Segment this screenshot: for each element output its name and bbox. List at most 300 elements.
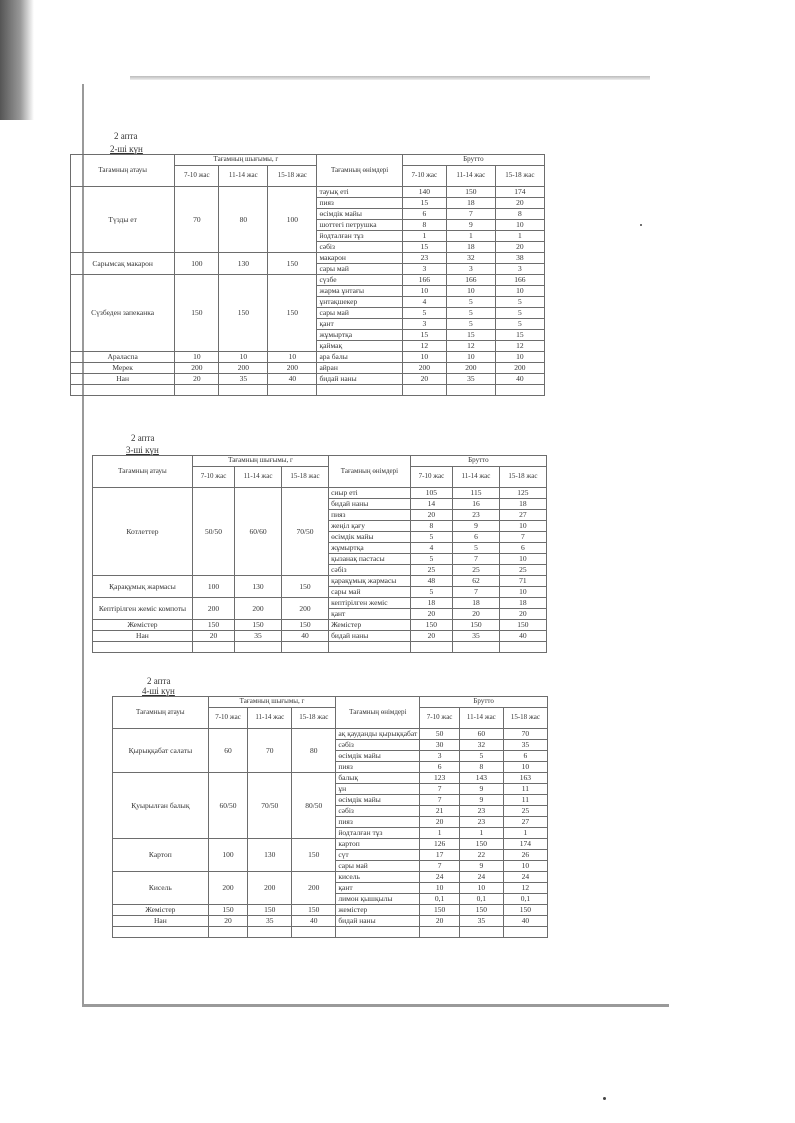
brutto-value: 21 — [420, 806, 460, 817]
brutto-value: 150 — [420, 905, 460, 916]
ingredient-name: Жемістер — [329, 620, 411, 631]
ingredient-name: ұн — [336, 784, 420, 795]
brutto-value: 27 — [503, 817, 547, 828]
portion-value: 70 — [175, 187, 219, 253]
brutto-value: 14 — [410, 499, 452, 510]
week-label: 2 апта — [131, 433, 155, 443]
brutto-value: 25 — [503, 806, 547, 817]
portion-value: 35 — [219, 374, 268, 385]
portion-value: 130 — [219, 253, 268, 275]
brutto-value: 5 — [446, 297, 495, 308]
brutto-value: 174 — [495, 187, 544, 198]
brutto-value: 50 — [420, 729, 460, 740]
brutto-value: 15 — [495, 330, 544, 341]
empty-cell — [446, 385, 495, 396]
ingredient-name: сары май — [317, 308, 402, 319]
brutto-value: 125 — [499, 488, 546, 499]
brutto-value: 32 — [459, 740, 503, 751]
portion-value: 150 — [208, 905, 248, 916]
brutto-value: 166 — [495, 275, 544, 286]
ingredient-name: өсімдік майы — [336, 795, 420, 806]
portion-value: 80 — [292, 729, 336, 773]
brutto-value: 32 — [446, 253, 495, 264]
dish-name: Жемістер — [93, 620, 193, 631]
empty-row — [93, 642, 547, 653]
portion-value: 10 — [175, 352, 219, 363]
brutto-value: 27 — [499, 510, 546, 521]
brutto-value: 23 — [453, 510, 500, 521]
brutto-value: 3 — [402, 264, 446, 275]
dish-name: Қырыққабат салаты — [113, 729, 209, 773]
brutto-value: 20 — [402, 374, 446, 385]
portion-value: 10 — [219, 352, 268, 363]
scan-shadow — [0, 0, 34, 120]
ingredient-name: жемістер — [336, 905, 420, 916]
dish-name: Қуырылған балық — [113, 773, 209, 839]
ingredient-name: сары май — [336, 861, 420, 872]
brutto-value: 38 — [495, 253, 544, 264]
brutto-value: 9 — [459, 795, 503, 806]
header-ingredients: Тағамның өнімдері — [329, 456, 411, 488]
table-row — [113, 839, 548, 850]
dish-name: Сүзбеден запеканка — [71, 275, 175, 352]
week-label: 2 апта — [147, 676, 171, 686]
ingredient-name: қант — [317, 319, 402, 330]
brutto-value: 18 — [499, 598, 546, 609]
empty-cell — [219, 385, 268, 396]
portion-value: 60/60 — [235, 488, 282, 576]
ingredient-name: бидай наны — [317, 374, 402, 385]
empty-cell — [420, 927, 460, 938]
brutto-value: 20 — [499, 609, 546, 620]
portion-value: 150 — [219, 275, 268, 352]
brutto-value: 6 — [503, 751, 547, 762]
ingredient-name: сары май — [329, 587, 411, 598]
dish-name: Араласпа — [71, 352, 175, 363]
brutto-value: 20 — [410, 510, 452, 521]
day-label: 4-ші күн — [142, 686, 175, 696]
ingredient-name: картоп — [336, 839, 420, 850]
ingredient-name: жұмыртқа — [329, 543, 411, 554]
ingredient-name: пияз — [336, 762, 420, 773]
table-row — [113, 773, 548, 784]
header-row — [71, 155, 545, 166]
empty-cell — [495, 385, 544, 396]
ingredient-name: өсімдік майы — [336, 751, 420, 762]
brutto-value: 5 — [495, 297, 544, 308]
brutto-value: 5 — [410, 532, 452, 543]
menu-table-day-3 — [92, 455, 547, 653]
brutto-value: 10 — [402, 352, 446, 363]
brutto-value: 1 — [503, 828, 547, 839]
brutto-value: 20 — [495, 242, 544, 253]
portion-value: 200 — [192, 598, 234, 620]
portion-value: 200 — [175, 363, 219, 374]
brutto-value: 8 — [402, 220, 446, 231]
brutto-value: 7 — [420, 795, 460, 806]
ingredient-name: пияз — [329, 510, 411, 521]
brutto-value: 48 — [410, 576, 452, 587]
ingredient-name: кептірілген жеміс — [329, 598, 411, 609]
brutto-value: 6 — [499, 543, 546, 554]
empty-cell — [248, 927, 292, 938]
empty-cell — [402, 385, 446, 396]
empty-cell — [93, 642, 193, 653]
brutto-value: 1 — [459, 828, 503, 839]
header-age: 7-10 жас — [410, 467, 452, 488]
portion-value: 60/50 — [208, 773, 248, 839]
header-portion: Тағамның шығымы, г — [208, 697, 336, 708]
ingredient-name: ұнтақшекер — [317, 297, 402, 308]
brutto-value: 5 — [453, 543, 500, 554]
header-dish: Тағамның атауы — [71, 155, 175, 187]
brutto-value: 7 — [420, 861, 460, 872]
empty-cell — [175, 385, 219, 396]
portion-value: 40 — [281, 631, 328, 642]
portion-value: 40 — [292, 916, 336, 927]
dish-name: Котлеттер — [93, 488, 193, 576]
brutto-value: 10 — [459, 883, 503, 894]
header-age: 11-14 жас — [459, 708, 503, 729]
brutto-value: 5 — [446, 308, 495, 319]
header-dish: Тағамның атауы — [113, 697, 209, 729]
portion-value: 150 — [235, 620, 282, 631]
brutto-value: 8 — [410, 521, 452, 532]
day-label: 2-ші күн — [110, 144, 143, 154]
header-age: 15-18 жас — [281, 467, 328, 488]
brutto-value: 23 — [459, 806, 503, 817]
brutto-value: 25 — [499, 565, 546, 576]
table-row — [113, 729, 548, 740]
brutto-value: 22 — [459, 850, 503, 861]
ingredient-name: ақ қауданды қырыққабат — [336, 729, 420, 740]
table-row — [113, 905, 548, 916]
brutto-value: 12 — [446, 341, 495, 352]
brutto-value: 30 — [420, 740, 460, 751]
brutto-value: 5 — [446, 319, 495, 330]
brutto-value: 3 — [420, 751, 460, 762]
ingredient-name: пияз — [317, 198, 402, 209]
portion-value: 200 — [281, 598, 328, 620]
ingredient-name: лимон қышқылы — [336, 894, 420, 905]
brutto-value: 163 — [503, 773, 547, 784]
ingredient-name: қарақұмық жармасы — [329, 576, 411, 587]
brutto-value: 10 — [495, 220, 544, 231]
brutto-value: 10 — [499, 521, 546, 532]
brutto-value: 25 — [453, 565, 500, 576]
brutto-value: 15 — [402, 198, 446, 209]
header-age: 15-18 жас — [499, 467, 546, 488]
brutto-value: 174 — [503, 839, 547, 850]
brutto-value: 0,1 — [459, 894, 503, 905]
brutto-value: 23 — [459, 817, 503, 828]
brutto-value: 140 — [402, 187, 446, 198]
dish-name: Кисель — [113, 872, 209, 905]
brutto-value: 20 — [495, 198, 544, 209]
brutto-value: 10 — [446, 286, 495, 297]
dish-name: Нан — [71, 374, 175, 385]
brutto-value: 200 — [495, 363, 544, 374]
brutto-value: 18 — [453, 598, 500, 609]
empty-cell — [459, 927, 503, 938]
portion-value: 80 — [219, 187, 268, 253]
brutto-value: 5 — [410, 554, 452, 565]
header-age: 15-18 жас — [292, 708, 336, 729]
brutto-value: 10 — [499, 554, 546, 565]
table-row — [71, 363, 545, 374]
brutto-value: 4 — [402, 297, 446, 308]
ingredient-name: өсімдік майы — [329, 532, 411, 543]
portion-value: 150 — [248, 905, 292, 916]
header-age: 15-18 жас — [495, 166, 544, 187]
brutto-value: 15 — [446, 330, 495, 341]
ingredient-name: тауық еті — [317, 187, 402, 198]
portion-value: 100 — [175, 253, 219, 275]
brutto-value: 5 — [402, 308, 446, 319]
ingredient-name: сәбіз — [336, 740, 420, 751]
ingredient-name: сәбіз — [336, 806, 420, 817]
header-ingredients: Тағамның өнімдері — [317, 155, 402, 187]
brutto-value: 150 — [499, 620, 546, 631]
brutto-value: 8 — [495, 209, 544, 220]
portion-value: 20 — [192, 631, 234, 642]
portion-value: 20 — [175, 374, 219, 385]
ingredient-name: йодталған тұз — [317, 231, 402, 242]
brutto-value: 105 — [410, 488, 452, 499]
portion-value: 200 — [268, 363, 317, 374]
portion-value: 150 — [292, 905, 336, 916]
brutto-value: 9 — [459, 861, 503, 872]
brutto-value: 123 — [420, 773, 460, 784]
brutto-value: 150 — [446, 187, 495, 198]
empty-cell — [336, 927, 420, 938]
portion-value: 150 — [268, 275, 317, 352]
brutto-value: 12 — [503, 883, 547, 894]
ingredient-name: қызанақ пастасы — [329, 554, 411, 565]
portion-value: 70/50 — [248, 773, 292, 839]
ingredient-name: сәбіз — [317, 242, 402, 253]
brutto-value: 26 — [503, 850, 547, 861]
header-dish: Тағамның атауы — [93, 456, 193, 488]
empty-cell — [192, 642, 234, 653]
empty-cell — [71, 385, 175, 396]
ingredient-name: қаймақ — [317, 341, 402, 352]
brutto-value: 11 — [503, 795, 547, 806]
empty-cell — [329, 642, 411, 653]
header-row — [93, 456, 547, 467]
dish-name: Жемістер — [113, 905, 209, 916]
header-age: 7-10 жас — [208, 708, 248, 729]
brutto-value: 7 — [453, 587, 500, 598]
brutto-value: 6 — [453, 532, 500, 543]
brutto-value: 40 — [503, 916, 547, 927]
brutto-value: 150 — [459, 905, 503, 916]
empty-cell — [208, 927, 248, 938]
portion-value: 200 — [292, 872, 336, 905]
brutto-value: 9 — [459, 784, 503, 795]
brutto-value: 12 — [402, 341, 446, 352]
brutto-value: 10 — [503, 762, 547, 773]
brutto-value: 6 — [402, 209, 446, 220]
header-age: 15-18 жас — [503, 708, 547, 729]
brutto-value: 3 — [495, 264, 544, 275]
brutto-value: 12 — [495, 341, 544, 352]
empty-row — [113, 927, 548, 938]
portion-value: 200 — [248, 872, 292, 905]
brutto-value: 9 — [446, 220, 495, 231]
ingredient-name: қант — [329, 609, 411, 620]
brutto-value: 35 — [446, 374, 495, 385]
brutto-value: 1 — [420, 828, 460, 839]
brutto-value: 1 — [495, 231, 544, 242]
brutto-value: 7 — [453, 554, 500, 565]
ingredient-name: жарма ұнтағы — [317, 286, 402, 297]
brutto-value: 18 — [499, 499, 546, 510]
brutto-value: 143 — [459, 773, 503, 784]
ingredient-name: ара балы — [317, 352, 402, 363]
menu-table-day-4 — [112, 696, 548, 938]
header-age: 11-14 жас — [219, 166, 268, 187]
dish-name: Нан — [113, 916, 209, 927]
ingredient-name: қант — [336, 883, 420, 894]
header-age: 7-10 жас — [420, 708, 460, 729]
brutto-value: 35 — [503, 740, 547, 751]
table-row — [113, 872, 548, 883]
empty-cell — [281, 642, 328, 653]
portion-value: 20 — [208, 916, 248, 927]
header-age: 7-10 жас — [402, 166, 446, 187]
empty-row — [71, 385, 545, 396]
header-age: 11-14 жас — [453, 467, 500, 488]
portion-value: 70/50 — [281, 488, 328, 576]
table-row — [93, 488, 547, 499]
portion-value: 200 — [219, 363, 268, 374]
header-brutto: Брутто — [410, 456, 546, 467]
brutto-value: 20 — [410, 609, 452, 620]
header-portion: Тағамның шығымы, г — [175, 155, 317, 166]
portion-value: 150 — [268, 253, 317, 275]
header-brutto: Брутто — [402, 155, 544, 166]
brutto-value: 150 — [453, 620, 500, 631]
week-label: 2 апта — [114, 131, 138, 141]
portion-value: 130 — [235, 576, 282, 598]
header-age: 11-14 жас — [248, 708, 292, 729]
empty-cell — [503, 927, 547, 938]
brutto-value: 7 — [420, 784, 460, 795]
brutto-value: 1 — [402, 231, 446, 242]
brutto-value: 62 — [453, 576, 500, 587]
brutto-value: 5 — [410, 587, 452, 598]
brutto-value: 200 — [402, 363, 446, 374]
brutto-value: 20 — [410, 631, 452, 642]
portion-value: 150 — [281, 576, 328, 598]
header-row — [113, 697, 548, 708]
table-row — [93, 620, 547, 631]
brutto-value: 10 — [420, 883, 460, 894]
brutto-value: 18 — [410, 598, 452, 609]
ingredient-name: шоттегі петрушка — [317, 220, 402, 231]
header-age: 11-14 жас — [446, 166, 495, 187]
empty-cell — [453, 642, 500, 653]
ingredient-name: бидай наны — [329, 499, 411, 510]
header-ingredients: Тағамның өнімдері — [336, 697, 420, 729]
brutto-value: 20 — [420, 817, 460, 828]
brutto-value: 40 — [499, 631, 546, 642]
ingredient-name: сиыр еті — [329, 488, 411, 499]
ingredient-name: айран — [317, 363, 402, 374]
brutto-value: 24 — [459, 872, 503, 883]
ingredient-name: жеңіл қағу — [329, 521, 411, 532]
portion-value: 40 — [268, 374, 317, 385]
empty-cell — [317, 385, 402, 396]
portion-value: 35 — [248, 916, 292, 927]
empty-cell — [113, 927, 209, 938]
day-label: 3-ші күн — [126, 445, 159, 455]
brutto-value: 200 — [446, 363, 495, 374]
table-row — [93, 631, 547, 642]
brutto-value: 7 — [499, 532, 546, 543]
ingredient-name: макарон — [317, 253, 402, 264]
portion-value: 100 — [268, 187, 317, 253]
ingredient-name: жұмыртқа — [317, 330, 402, 341]
brutto-value: 150 — [459, 839, 503, 850]
brutto-value: 16 — [453, 499, 500, 510]
table-row — [71, 275, 545, 286]
ingredient-name: өсімдік майы — [317, 209, 402, 220]
dish-name: Мерек — [71, 363, 175, 374]
brutto-value: 15 — [402, 242, 446, 253]
header-brutto: Брутто — [420, 697, 548, 708]
brutto-value: 10 — [499, 587, 546, 598]
portion-value: 70 — [248, 729, 292, 773]
ingredient-name: бидай наны — [336, 916, 420, 927]
brutto-value: 24 — [503, 872, 547, 883]
brutto-value: 10 — [446, 352, 495, 363]
portion-value: 10 — [268, 352, 317, 363]
brutto-value: 6 — [420, 762, 460, 773]
dish-name: Нан — [93, 631, 193, 642]
brutto-value: 3 — [446, 264, 495, 275]
portion-value: 130 — [248, 839, 292, 872]
scan-edge-line — [130, 76, 650, 80]
brutto-value: 126 — [420, 839, 460, 850]
portion-value: 35 — [235, 631, 282, 642]
dish-name: Қарақұмық жармасы — [93, 576, 193, 598]
brutto-value: 20 — [420, 916, 460, 927]
brutto-value: 5 — [459, 751, 503, 762]
header-age: 15-18 жас — [268, 166, 317, 187]
brutto-value: 4 — [410, 543, 452, 554]
header-portion: Тағамның шығымы, г — [192, 456, 328, 467]
brutto-value: 23 — [402, 253, 446, 264]
brutto-value: 15 — [402, 330, 446, 341]
brutto-value: 166 — [446, 275, 495, 286]
empty-cell — [268, 385, 317, 396]
header-age: 11-14 жас — [235, 467, 282, 488]
brutto-value: 35 — [459, 916, 503, 927]
table-row — [71, 374, 545, 385]
brutto-value: 10 — [402, 286, 446, 297]
brutto-value: 3 — [402, 319, 446, 330]
brutto-value: 18 — [446, 198, 495, 209]
portion-value: 100 — [208, 839, 248, 872]
brutto-value: 11 — [503, 784, 547, 795]
brutto-value: 150 — [503, 905, 547, 916]
menu-table-day-2 — [70, 154, 545, 396]
portion-value: 200 — [235, 598, 282, 620]
brutto-value: 70 — [503, 729, 547, 740]
ingredient-name: сүт — [336, 850, 420, 861]
